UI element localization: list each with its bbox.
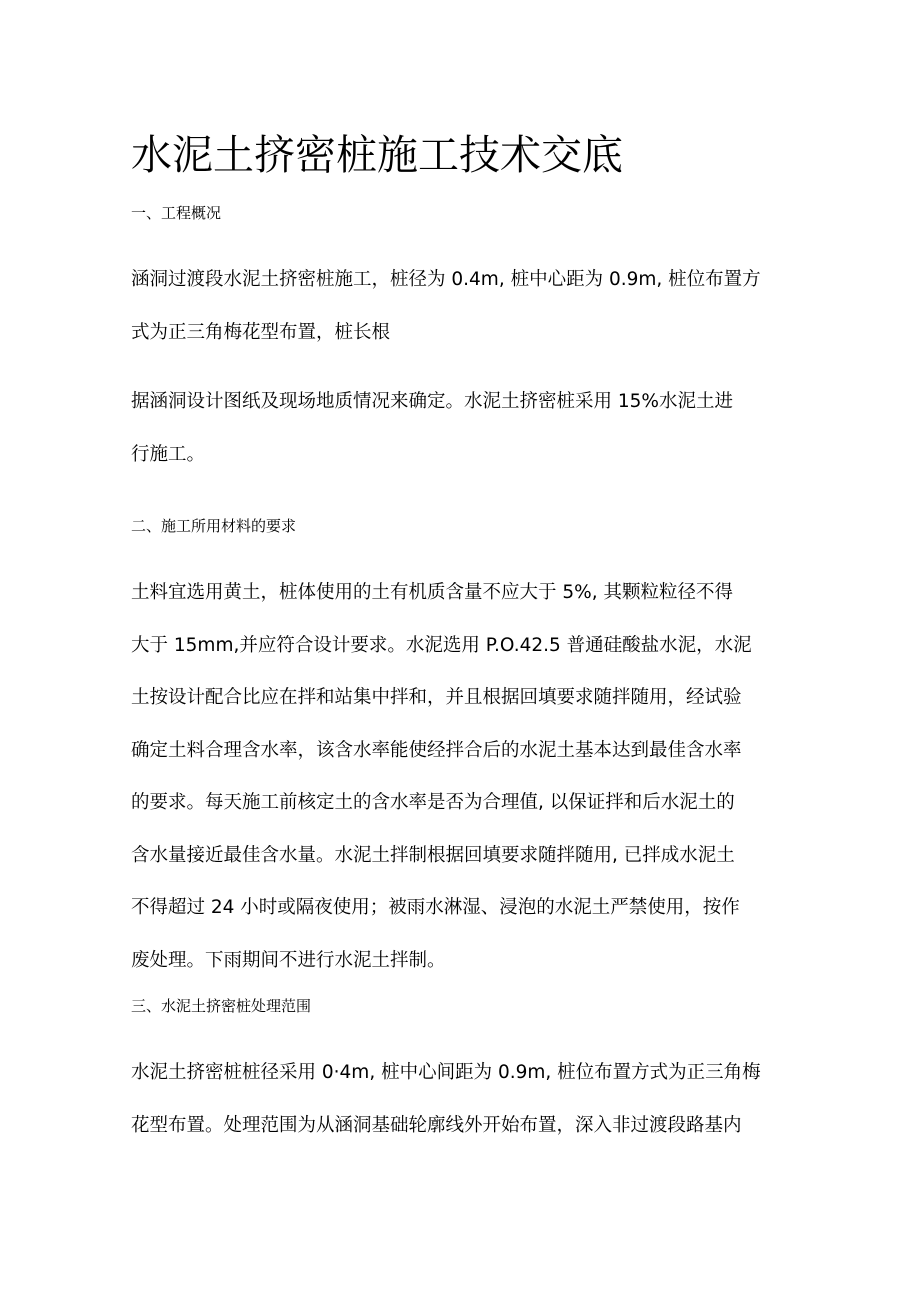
section-heading-2: 二、施工所用材料的要求: [131, 517, 297, 535]
section-heading-1: 一、工程概况: [131, 204, 222, 222]
section-heading-3: 三、水泥土挤密桩处理范围: [131, 997, 312, 1015]
text-line: 含水量接近最佳含水量。水泥土拌制根据回填要求随拌随用, 已拌成水泥土: [131, 844, 735, 866]
text-line: 花型布置。处理范围为从涵洞基础轮廓线外开始布置，深入非过渡段路基内: [131, 1114, 742, 1136]
text-line: 涵洞过渡段水泥土挤密桩施工，桩径为 0.4m, 桩中心距为 0.9m, 桩位布置方: [131, 269, 761, 290]
text-line: 式为正三角梅花型布置，桩长根: [131, 321, 391, 343]
text-line: 废处理。下雨期间不进行水泥土拌制。: [131, 949, 446, 971]
section-2-paragraph-1: [131, 567, 752, 987]
text-line: 确定土料合理含水率，该含水率能使经拌合后的水泥土基本达到最佳含水率: [131, 739, 742, 761]
text-line: 不得超过 24 小时或隔夜使用；被雨水淋湿、浸泡的水泥土严禁使用，按作: [131, 897, 740, 918]
text-line: 水泥土挤密桩桩径采用 0·4m, 桩中心间距为 0.9m, 桩位布置方式为正三角梅: [131, 1062, 761, 1083]
document-title: 水泥土挤密桩施工技术交底: [131, 131, 623, 179]
text-line: 土料宜选用黄土，桩体使用的土有机质含量不应大于 5%, 其颗粒粒径不得: [131, 582, 733, 603]
section-1-paragraph-1: [131, 254, 761, 359]
text-line: 的要求。每天施工前核定土的含水率是否为合理值, 以保证拌和后水泥土的: [131, 792, 735, 813]
text-line: 大于 15mm,并应符合设计要求。水泥选用 P.O.42.5 普通硅酸盐水泥，水泥: [131, 634, 752, 656]
section-1-paragraph-2: [131, 376, 733, 481]
section-3-paragraph-1: [131, 1047, 761, 1152]
text-line: 行施工。: [131, 443, 206, 465]
text-line: 据涵洞设计图纸及现场地质情况来确定。水泥土挤密桩采用 15%水泥土进: [131, 391, 734, 412]
text-line: 土按设计配合比应在拌和站集中拌和，并且根据回填要求随拌随用，经试验: [131, 687, 742, 708]
